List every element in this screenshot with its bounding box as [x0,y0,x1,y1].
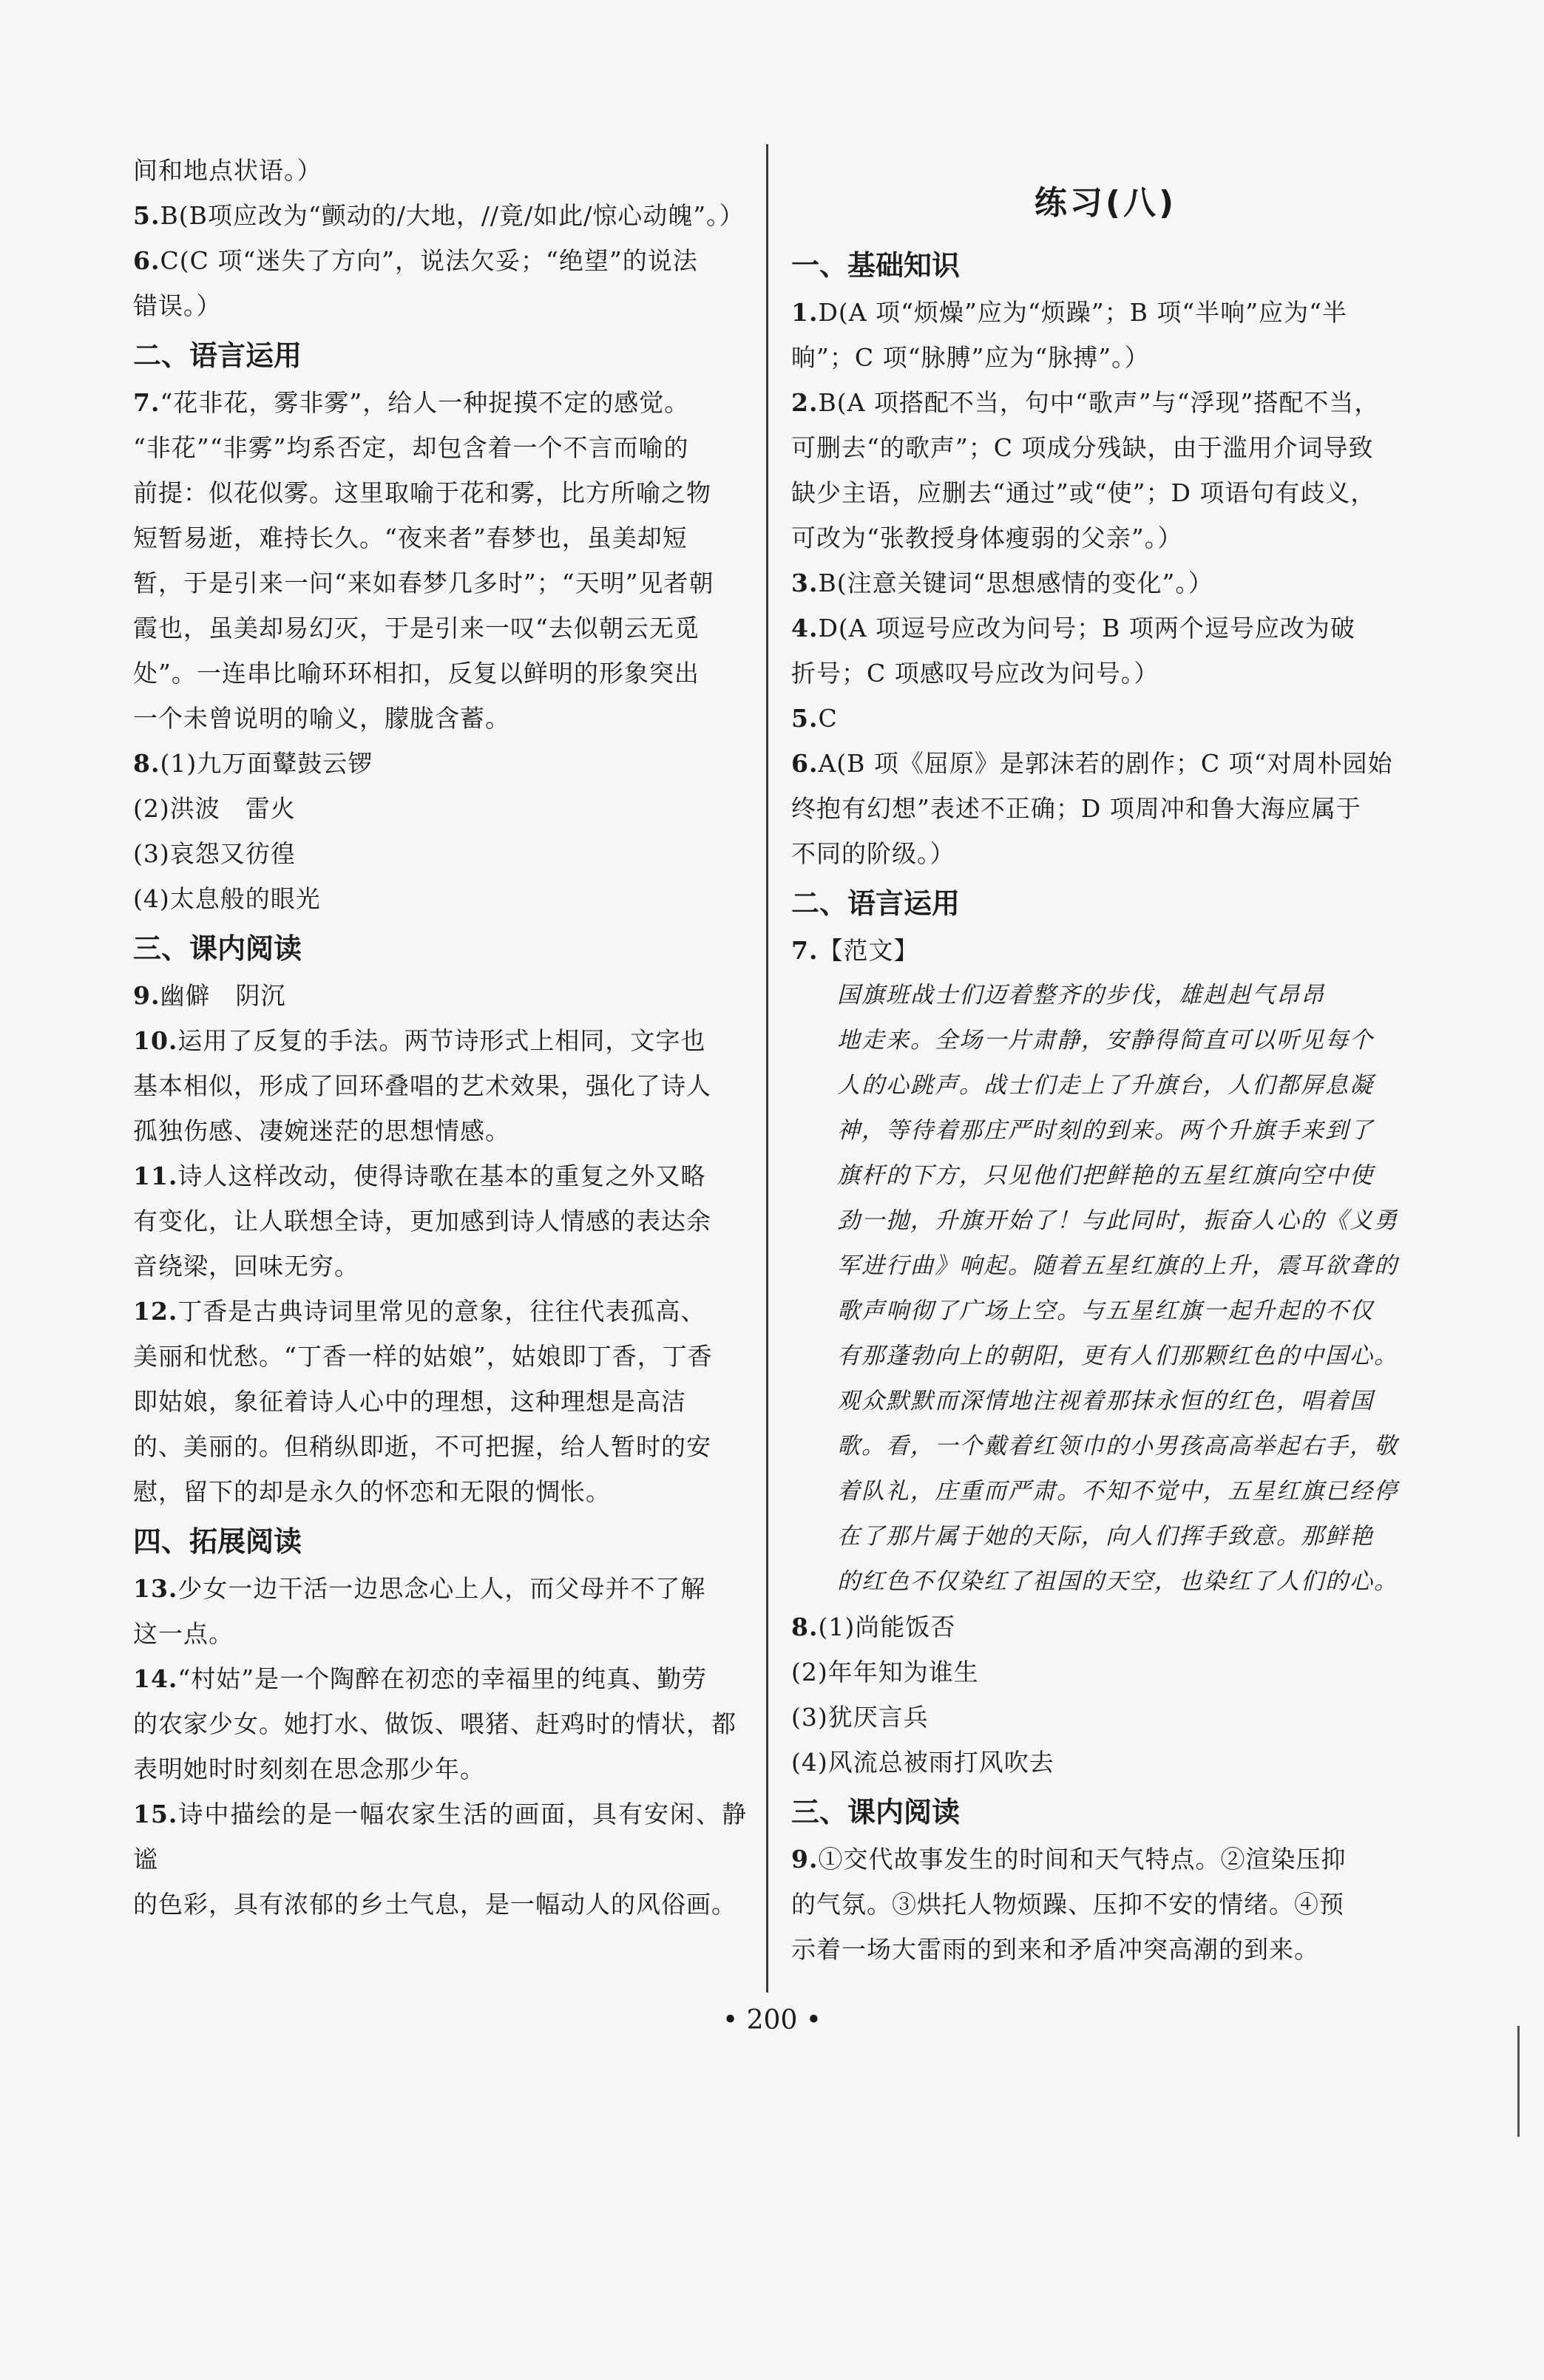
column-divider [766,144,768,1993]
edge-mark [1517,2026,1520,2137]
text-line [791,973,1420,1018]
left-column [133,148,747,1927]
text-line [133,380,747,425]
line-text: D(A 项逗号应改为问号；B 项两个逗号应改为破 [818,614,1355,643]
question-number: 1. [791,298,819,327]
line-text: (1)九万面鼙鼓云锣 [160,749,373,778]
line-text: 前提：似花似雾。这里取喻于花和雾，比方所喻之物 [133,478,711,507]
text-line [133,1566,747,1611]
text-line [133,1199,747,1244]
text-line [133,1701,747,1746]
line-text: 歌。看，一个戴着红领巾的小男孩高高举起右手，敬 [837,1433,1398,1459]
line-text: B(B项应改为“颤动的/大地，//竟/如此/惊心动魄”。） [160,201,745,230]
line-text: 旗杆的下方，只见他们把鲜艳的五星红旗向空中使 [837,1162,1374,1189]
right-sec2b-lines [791,1604,1420,1785]
line-text: “村姑”是一个陶醉在初恋的幸福里的纯真、勤劳 [177,1664,708,1693]
text-line [791,1018,1420,1063]
line-text: (2)洪波 雷火 [133,794,296,823]
question-number: 13. [133,1574,178,1603]
line-text: 在了那片属于她的天际，向人们挥手致意。那鲜艳 [837,1523,1374,1550]
line-text: 丁香是古典诗词里常见的意象，往往代表孤高、 [177,1297,706,1326]
text-line [791,651,1420,696]
line-text: 不同的阶级。） [791,839,955,868]
line-text: 音绕梁，回味无穷。 [133,1252,359,1281]
question-number: 6. [133,246,160,275]
text-line [133,786,747,831]
section-heading-extended-reading: 四、拓展阅读 [133,1525,302,1558]
line-text: 间和地点状语。） [133,156,322,185]
line-text: (1)尚能饭否 [818,1613,956,1641]
text-line [791,335,1420,380]
text-line [133,1153,747,1199]
text-line [133,1424,747,1469]
line-text: B(A 项搭配不当，句中“歌声”与“浮现”搭配不当， [818,388,1380,417]
text-line [133,1882,747,1927]
text-line [133,515,747,560]
text-line [791,1695,1420,1740]
text-line [791,1199,1420,1244]
text-line [133,1469,747,1514]
line-text: 地走来。全场一片肃静，安静得简直可以听见每个 [837,1027,1374,1054]
line-text: 的、美丽的。但稍纵即逝，不可把握，给人暂时的安 [133,1432,711,1461]
text-line [791,1837,1420,1882]
question-number: 8. [133,749,160,778]
line-text: 诗中描绘的是一幅农家生活的画面，具有安闲、静谧 [133,1800,747,1874]
section-heading-basic-knowledge: 一、基础知识 [791,249,961,282]
text-line [791,1514,1420,1559]
text-line [133,425,747,470]
question-number: 11. [133,1162,178,1190]
line-text: 美丽和忧愁。“丁香一样的姑娘”，姑娘即丁香，丁香 [133,1342,713,1371]
line-text: 一个未曾说明的喻义，朦胧含蓄。 [133,704,510,733]
line-text: 错误。） [133,291,222,320]
line-text: 国旗班战士们迈着整齐的步伐，雄赳赳气昂昂 [837,982,1325,1008]
text-line [133,1379,747,1424]
question-number: 5. [133,201,160,230]
line-text: 终抱有幻想”表述不正确；D 项周冲和鲁大海应属于 [791,794,1361,823]
text-line [133,1063,747,1108]
section-heading-language-use: 二、语言运用 [133,339,302,372]
text-line [791,606,1420,651]
line-text: 军进行曲》响起。随着五星红旗的上升，震耳欲聋的 [837,1252,1398,1279]
text-line [791,1927,1420,1972]
text-line [791,1740,1420,1785]
text-line [791,1559,1420,1604]
line-text: 的农家少女。她打水、做饭、喂猪、赶鸡时的情状，都 [133,1709,737,1738]
line-text: (4)风流总被雨打风吹去 [791,1748,1054,1777]
text-line [791,1153,1420,1199]
line-text: 基本相似，形成了回环叠唱的艺术效果，强化了诗人 [133,1071,711,1100]
line-text: C [818,704,838,733]
question-number: 5. [791,704,819,733]
question-number: 8. [791,1613,819,1641]
text-line [133,1746,747,1791]
line-text: 可删去“的歌声”；C 项成分残缺，由于滥用介词导致 [791,433,1374,462]
text-line [133,741,747,786]
line-text: “非花”“非雾”均系否定，却包含着一个不言而喻的 [133,433,689,462]
question-number: 6. [791,749,819,778]
text-line [133,470,747,515]
q7-tag: 【范文】 [818,936,919,965]
line-text: 幽僻 阴沉 [160,981,286,1010]
text-line [791,1650,1420,1695]
line-text: 这一点。 [133,1619,234,1648]
text-line [791,1469,1420,1514]
text-line [133,283,747,328]
line-text: C(C 项“迷失了方向”，说法欠妥；“绝望”的说法 [160,246,698,275]
line-text: 孤独伤感、凄婉迷茫的思想情感。 [133,1116,510,1145]
question-number: 15. [133,1800,178,1828]
question-number: 3. [791,569,819,597]
line-text: 示着一场大雷雨的到来和矛盾冲突高潮的到来。 [791,1935,1319,1964]
text-line [133,238,747,283]
question-number: 2. [791,388,819,417]
text-line [791,380,1420,425]
line-text: (3)哀怨又彷徨 [133,839,296,868]
line-text: 有变化，让人联想全诗，更加感到诗人情感的表达余 [133,1207,711,1235]
line-text: (4)太息般的眼光 [133,884,321,913]
text-line [133,606,747,651]
question-number: 9. [791,1845,819,1874]
line-text: D(A 项“烦燥”应为“烦躁”；B 项“半响”应为“半 [818,298,1347,327]
line-text: 运用了反复的手法。两节诗形式上相同，文字也 [177,1026,706,1055]
text-line [133,876,747,921]
line-text: 缺少主语，应删去“通过”或“使”；D 项语句有歧义， [791,478,1376,507]
text-line [791,1604,1420,1650]
line-text: 表明她时时刻刻在思念那少年。 [133,1755,485,1783]
text-line [133,1611,747,1656]
text-line [133,973,747,1018]
text-line [791,560,1420,606]
right-sec1-lines [791,290,1420,876]
line-text: 有那蓬勃向上的朝阳，更有人们那颗红色的中国心。 [837,1343,1398,1369]
q7-label-line [791,928,1420,973]
line-text: “花非花，雾非雾”，给人一种捉摸不定的感觉。 [160,388,690,417]
left-sec2-lines [133,380,747,921]
text-line [133,193,747,238]
line-text: 着队礼，庄重而严肃。不知不觉中，五星红旗已经停 [837,1478,1398,1505]
question-number: 12. [133,1297,178,1326]
text-line [133,1289,747,1334]
line-text: 少女一边干活一边思念心上人，而父母并不了解 [177,1574,706,1603]
section-heading-language-use-right: 二、语言运用 [791,887,961,920]
question-number: 9. [133,981,160,1010]
text-line [791,290,1420,335]
right-sec3-lines [791,1837,1420,1972]
line-text: 观众默默而深情地注视着那抹永恒的红色，唱着国 [837,1388,1374,1414]
text-line [791,696,1420,741]
line-text: 人的心跳声。战士们走上了升旗台，人们都屏息凝 [837,1072,1374,1099]
text-line [133,1244,747,1289]
text-line [791,515,1420,560]
text-line [791,425,1420,470]
line-text: 的气氛。③烘托人物烦躁、压抑不安的情绪。④预 [791,1890,1344,1919]
text-line [791,741,1420,786]
text-line [791,1063,1420,1108]
line-text: 处”。一连串比喻环环相扣，反复以鲜明的形象突出 [133,659,700,688]
exercise-title: 练习(八) [1034,184,1177,222]
question-number: 14. [133,1664,178,1693]
text-line [133,1656,747,1701]
line-text: 霞也，虽美却易幻灭，于是引来一叹“去似朝云无觅 [133,614,700,643]
text-line [791,1424,1420,1469]
text-line [133,1334,747,1379]
text-line [791,1244,1420,1289]
question-number: 7. [133,388,160,417]
line-text: 可改为“张教授身体瘦弱的父亲”。） [791,523,1183,552]
line-text: A(B 项《屈原》是郭沫若的剧作；C 项“对周朴园始 [818,749,1393,778]
line-text: 神，等待着那庄严时刻的到来。两个升旗手来到了 [837,1117,1374,1144]
text-line [133,1108,747,1153]
text-line [133,696,747,741]
section-heading-in-class-reading: 三、课内阅读 [133,932,302,965]
left-sec4-lines [133,1566,747,1927]
model-essay [791,973,1420,1604]
line-text: 劲一抛，升旗开始了！与此同时，振奋人心的《义勇 [837,1207,1398,1234]
line-text: (2)年年知为谁生 [791,1658,979,1686]
left-sec3-lines [133,973,747,1514]
text-line [791,470,1420,515]
line-text: 的红色不仅染红了祖国的天空，也染红了人们的心。 [837,1568,1398,1595]
text-line [791,1379,1420,1424]
text-line [791,1289,1420,1334]
text-line [791,1334,1420,1379]
line-text: 慰，留下的却是永久的怀恋和无限的惆怅。 [133,1477,611,1506]
text-line [133,831,747,876]
q7-number: 7. [791,936,819,965]
right-column [791,148,1420,1972]
left-top-lines [133,148,747,328]
section-heading-in-class-reading-right: 三、课内阅读 [791,1796,961,1828]
text-line [791,831,1420,876]
question-number: 4. [791,614,819,643]
line-text: 暂，于是引来一问“来如春梦几多时”；“天明”见者朝 [133,569,714,597]
text-line [133,560,747,606]
line-text: 诗人这样改动，使得诗歌在基本的重复之外又略 [177,1162,706,1190]
text-line [133,1791,747,1882]
text-line [791,1108,1420,1153]
text-line [133,651,747,696]
text-line [133,148,747,193]
line-text: B(注意关键词“思想感情的变化”。） [818,569,1213,597]
line-text: (3)犹厌言兵 [791,1703,929,1732]
text-line [791,1882,1420,1927]
question-number: 10. [133,1026,178,1055]
line-text: 短暂易逝，难持长久。“夜来者”春梦也，虽美却短 [133,523,688,552]
page-number: • 200 • [722,2005,822,2035]
line-text: 晌”；C 项“脉膊”应为“脉搏”。） [791,343,1150,372]
line-text: ①交代故事发生的时间和天气特点。②渲染压抑 [818,1845,1347,1874]
line-text: 折号；C 项感叹号应改为问号。） [791,659,1159,688]
text-line [133,1018,747,1063]
line-text: 即姑娘，象征着诗人心中的理想，这种理想是高洁 [133,1387,686,1416]
line-text: 歌声响彻了广场上空。与五星红旗一起升起的不仅 [837,1298,1374,1324]
text-line [791,786,1420,831]
line-text: 的色彩，具有浓郁的乡土气息，是一幅动人的风俗画。 [133,1890,737,1919]
